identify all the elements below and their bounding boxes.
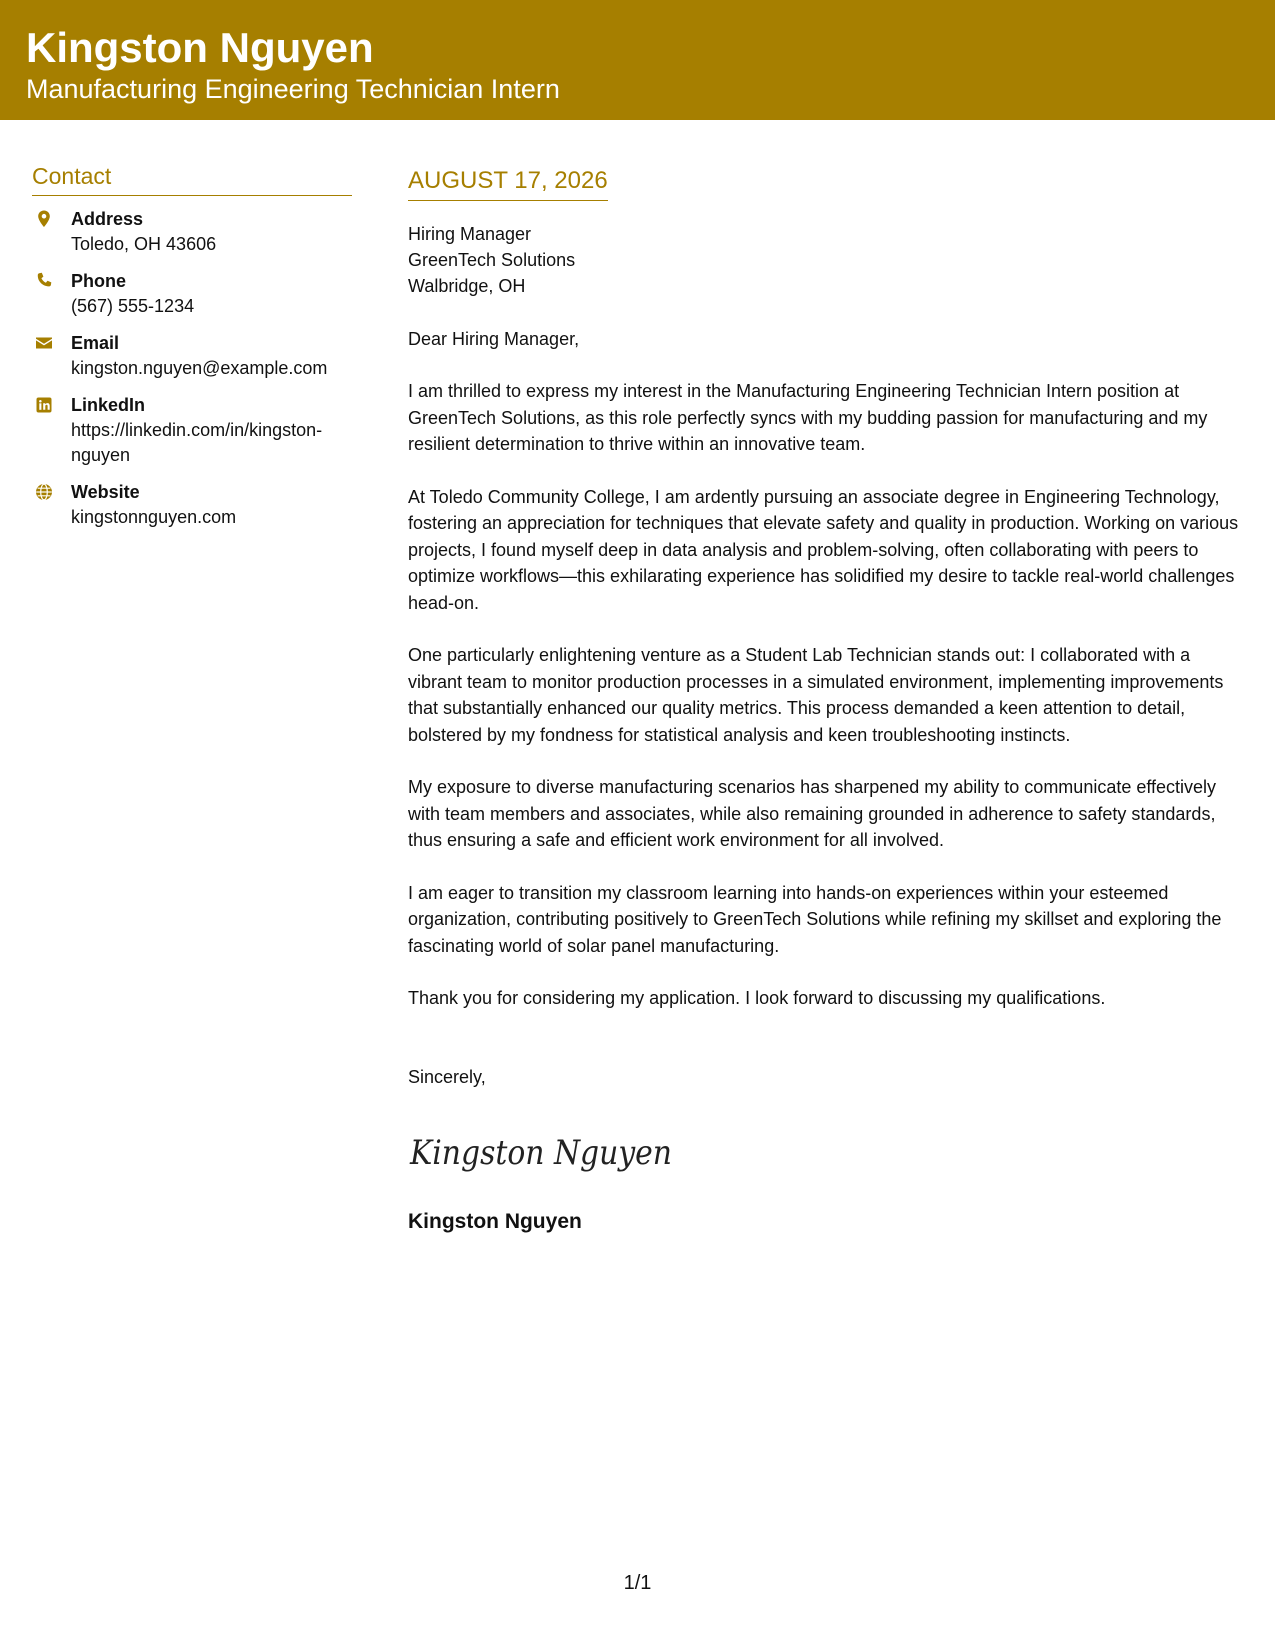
contact-item-email xyxy=(32,331,352,381)
phone-icon xyxy=(34,271,54,291)
contact-item-phone xyxy=(32,269,352,319)
contact-heading: Contact xyxy=(32,160,352,196)
address-value: Toledo, OH 43606 xyxy=(71,234,217,254)
contact-sidebar xyxy=(32,160,352,542)
letter-body xyxy=(408,164,1248,1237)
signed-name: Kingston Nguyen xyxy=(408,1209,582,1233)
contact-item-address xyxy=(32,207,352,257)
globe-icon xyxy=(34,482,54,502)
contact-item-website xyxy=(32,480,352,530)
contact-item-linkedin xyxy=(32,393,352,468)
recipient-line: GreenTech Solutions xyxy=(408,250,576,270)
recipient-block xyxy=(408,221,1248,299)
job-title: Manufacturing Engineering Technician Intern xyxy=(26,74,560,104)
svg-text:Kingston Nguyen: Kingston Nguyen xyxy=(409,1132,672,1173)
applicant-name: Kingston Nguyen xyxy=(26,24,374,71)
letter-paragraph: Thank you for considering my application. I look forward to discussing my qualifications. xyxy=(408,988,1106,1008)
letter-paragraph: One particularly enlightening venture as a Student Lab Technician stands out: I collaborated with a vibrant team to monitor production processes in a simulated environment, implementing improvements that substantially enhanced our quality metrics. This process demanded a keen attention to detail, bolstered by my fondness for statistical analysis and keen troubleshooting instincts. xyxy=(408,645,1224,745)
recipient-line: Walbridge, OH xyxy=(408,276,526,296)
greeting: Dear Hiring Manager, xyxy=(408,329,580,349)
email-value[interactable]: kingston.nguyen@example.com xyxy=(71,358,328,378)
header-banner xyxy=(0,0,1275,120)
handwritten-signature xyxy=(408,1116,688,1186)
linkedin-label: LinkedIn xyxy=(71,395,146,415)
phone-value: (567) 555-1234 xyxy=(71,296,195,316)
phone-label: Phone xyxy=(71,271,127,291)
linkedin-icon xyxy=(34,395,54,415)
letter-date: AUGUST 17, 2026 xyxy=(408,164,608,201)
envelope-icon xyxy=(34,333,54,353)
website-value[interactable]: kingstonnguyen.com xyxy=(71,507,237,527)
linkedin-value[interactable]: https://linkedin.com/in/kingston-nguyen xyxy=(71,420,323,465)
website-label: Website xyxy=(71,482,140,502)
letter-paragraph: At Toledo Community College, I am ardently pursuing an associate degree in Engineering Technology, fostering an appreciation for techniques that elevate safety and quality in production. Working on various projects, I found myself deep in data analysis and problem-solving, often collaborating with peers to optimize workflows—this exhilarating experience has solidified my desire to tackle real-world challenges head-on. xyxy=(408,486,1239,613)
email-label: Email xyxy=(71,333,120,353)
address-label: Address xyxy=(71,209,144,229)
recipient-line: Hiring Manager xyxy=(408,224,532,244)
page-number: 1/1 xyxy=(623,1572,652,1594)
letter-paragraph: I am eager to transition my classroom learning into hands-on experiences within your esteemed organization, contributing positively to GreenTech Solutions while refining my skillset and exploring the fascinating world of solar panel manufacturing. xyxy=(408,882,1222,956)
closing: Sincerely, xyxy=(408,1066,486,1087)
location-pin-icon xyxy=(34,209,54,229)
letter-paragraph: My exposure to diverse manufacturing scenarios has sharpened my ability to communicate effectively with team members and associates, while also remaining grounded in adherence to safety standards, thus ensuring a safe and efficient work environment for all involved. xyxy=(408,777,1217,850)
letter-paragraph: I am thrilled to express my interest in the Manufacturing Engineering Technician Intern position at GreenTech Solutions, as this role perfectly syncs with my budding passion for manufacturing and my resilient determination to thrive within an innovative team. xyxy=(408,381,1208,454)
